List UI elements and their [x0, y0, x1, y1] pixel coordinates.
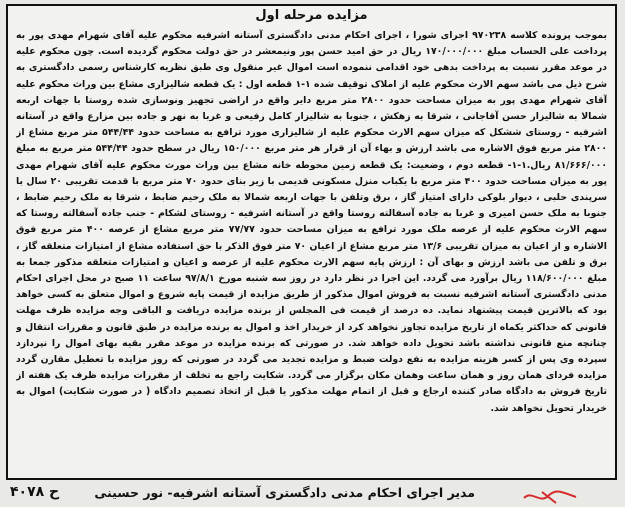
notice-frame	[6, 4, 617, 480]
notice-signature: مدیر اجرای احکام مدنی دادگستری آستانه اشرفیه- نور حسینی	[94, 485, 475, 500]
notice-title: مزایده مرحله اول	[255, 8, 368, 23]
red-scribble-mark	[522, 488, 578, 506]
notice-code: ح ۴۰۷۸	[10, 484, 60, 500]
notice-footer	[0, 480, 625, 507]
notice-body: بموجب پرونده کلاسه ۹۷۰۲۳۸ اجرای شورا ، اجرای احکام مدنی دادگستری آستانه اشرفیه محکوم علیه آقای شهرام مهدی پور به پرداخت علی الحساب مبلغ ۱۷۰/۰۰۰/۰۰۰ ریال در حق امید حسن پور ونیمعشر در حق دولت محکوم گردیده است. چون محکوم علیه در موعد مقرر نسبت به پرداخت بدهی خود اقدامی ننموده است اموال غیر منقول وی طبق نظریه کارشناس رسمی دادگستری به شرح ذیل می باشد سهم الارث محکوم علیه از املاک توقیف شده ۱-۱ قطعه اول : یک قطعه شالیزاری مشاع بین وراث محکوم علیه آقای شهرام مهدی پور به میزان مساحت حدود ۲۸۰۰ متر مربع دایر واقع در اراضی تجهیز ونوسازی شده روستا با جهات اربعه شمالا به شالیزار حسن آقاجانی ، شرقا به زهکش ، جنوبا به شالیزار کامل رفیعی و غربا به نهر و جاده بین مزارع واقع در آستانه اشرفیه - روستای ششکل که میزان سهم الارث محکوم علیه از شالیزاری مورد ترافع به مساحت حدود ۵۴۴/۴۴ متر مربع مشاع از ۲۸۰۰ متر مربع فوق الاشاره می باشد ارزش و بهاء آن از قرار هر متر مربع ۱۵۰/۰۰۰ ریال در سطح حدود ۵۴۴/۴۴ متر مربع به مبلغ ۸۱/۶۶۶/۰۰۰ ریال.۱-۱- قطعه دوم ، وضعیت: یک قطعه زمین محوطه خانه مشاع بین وراث مورث محکوم علیه آقای شهرام مهدی پور به میزان مساحت حدود ۴۰۰ متر مربع با یکباب منزل مسکونی قدیمی با زیر بنای حدود ۷۰ متر مربع با قدمت تقریبی ۲۰ سال با سرپندی حلبی ، دیوار بلوکی دارای امتیاز گاز ، برق وتلفن با جهات اربعه شمالا به ملک رحیم ضابط ، شرقا به ملک رحیم ضابط ، جنوبا به ملک حسن امیری و غربا به جاده آسفالته روستا واقع در آستانه اشرفیه - روستای لشکام - جنب جاده آسفالته روستا که سهم الارث محکوم علیه از عرصه ملک مورد ترافع به میزان مساحت حدود ۷۷/۷۷ متر مربع مشاع از عرصه ۴۰۰ متر مربع فوق الاشاره و از اعیان به میزان تقریبی ۱۳/۶ متر مربع مشاع از اعیان ۷۰ متر فوق الذکر با حق استفاده مشاع از امتیازات متعلقه گاز ، برق و تلفن می باشد ارزش و بهای آن : ارزش پایه سهم الارث محکوم علیه از عرصه و اعیان و امتیازات متعلقه مذکور جمعا به مبلغ ۱۱۸/۶۰۰/۰۰۰ ریال برآورد می گردد. این اجرا در نظر دارد در روز سه شنبه مورخ ۹۷/۸/۱ ساعت ۱۱ صبح در محل اجرای احکام مدنی دادگستری آستانه اشرفیه نسبت به فروش اموال مذکور از طریق مزایده از قیمت پایه شروع و اموال متعلق به کسی خواهد بود که بالاترین قیمت پیشنهاد نماید. ده درصد از قیمت فی المجلس از برنده مزایده دریافت و الباقی وجه مزایده ظرف مهلت قانونی که حداکثر یکماه از تاریخ مزایده تجاوز نخواهد کرد از خریدار اخذ و اموال به برنده مزایده در طبق قانون و مقررات انتقال و چنانچه منع قانونی نداشته باشد تحویل داده خواهد شد. در صورتی که برنده مزایده در موعد مقرر بقیه بهای اموال را نپردازد سپرده وی پس از کسر هزینه مزایده به نفع دولت ضبط و مزایده تجدید می گردد در صورتی که روز مزایده با تعطیل مقارن گردد مزایده فردای همان روز و همان ساعت وهمان مکان برگزار می گردد. شکایت راجع به تخلف از مقررات مزایده ظرف یک هفته از تاریخ فروش به دادگاه صادر کننده ارجاع و قبل از اتمام مهلت مذکور یا قبل از اتخاذ تصمیم دادگاه ( در صورت شکایت) اموال به خریدار تحویل نخواهد شد.	[16, 30, 607, 414]
